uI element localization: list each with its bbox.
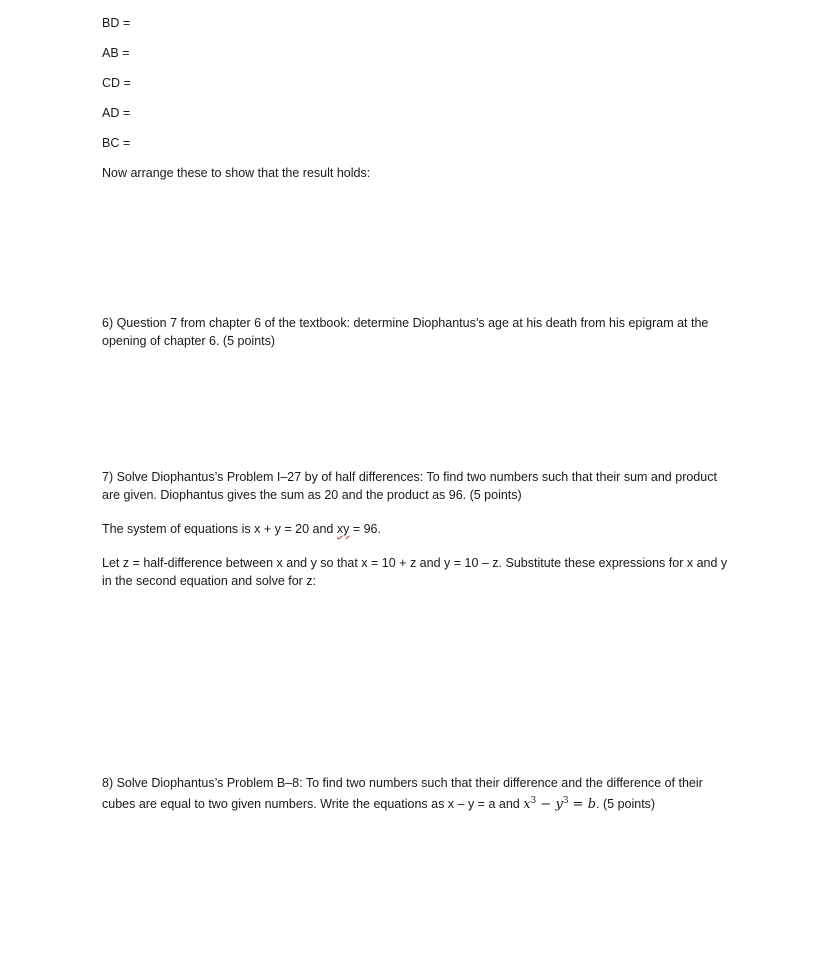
question-7: 7) Solve Diophantus’s Problem I–27 by of half differences: To find two numbers such that their sum and product are given. Diophantus gives the sum as 20 and the product as 96. (5 points)	[102, 470, 717, 502]
system-prefix: The system of equations is x + y = 20 and	[102, 522, 337, 536]
math-y: y	[555, 797, 563, 812]
math-exponent-x: 3	[530, 796, 537, 806]
question-7-substitution: Let z = half-difference between x and y so that x = 10 + z and y = 10 – z. Substitute these expressions for x and y in the second equation and solve for z:	[102, 556, 728, 588]
math-minus: −	[536, 797, 556, 812]
question-7-system	[102, 520, 381, 538]
equation-cd: CD =	[102, 76, 131, 90]
question-6: 6) Question 7 from chapter 6 of the textbook: determine Diophantus’s age at his death from his epigram at the opening of chapter 6. (5 points)	[102, 316, 709, 348]
arrange-instruction: Now arrange these to show that the result holds:	[102, 166, 371, 180]
equation-ad: AD =	[102, 106, 131, 120]
question-8-points: . (5 points)	[596, 797, 656, 811]
math-equals: =	[568, 797, 588, 812]
math-b: b	[587, 797, 597, 812]
cube-difference-equation	[523, 797, 596, 812]
math-exponent-y: 3	[562, 796, 569, 806]
system-suffix: = 96.	[349, 522, 381, 536]
spellcheck-word-xy[interactable]: xy	[336, 522, 350, 536]
question-8-text: 8) Solve Diophantus’s Problem B–8: To find two numbers such that their difference and the difference of their cubes are equal to two given numbers. Write the equations as x – y = a and	[102, 776, 703, 811]
equation-ab: AB =	[102, 46, 130, 60]
question-8	[102, 774, 732, 814]
math-x: x	[523, 797, 531, 812]
equation-bd: BD =	[102, 16, 131, 30]
equation-bc: BC =	[102, 136, 131, 150]
